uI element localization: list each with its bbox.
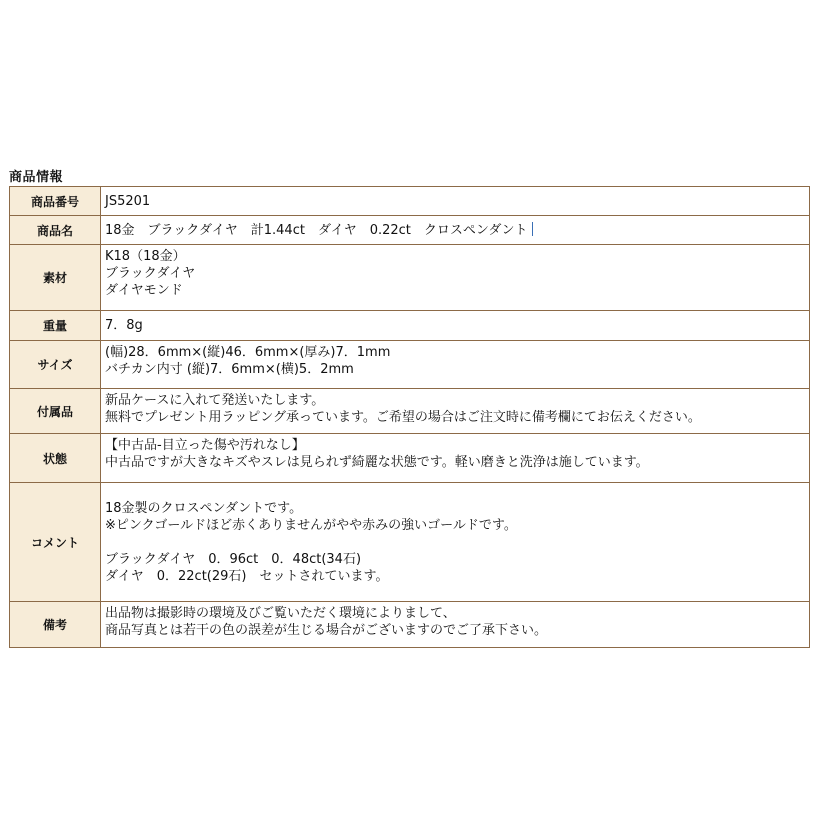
table-row-size [10,341,810,389]
row-value [101,311,810,341]
row-label: コメント [10,483,101,602]
row-label: 素材 [10,245,101,311]
value-line: 中古品ですが大きなキズやスレは見られず綺麗な状態です。軽い磨きと洗浄は施しています。 [105,455,649,470]
row-label: 状態 [10,434,101,483]
row-value [101,602,810,648]
table-row-condition [10,434,810,483]
table-row-material [10,245,810,311]
row-label: 商品名 [10,216,101,245]
table-row-remarks [10,602,810,648]
section-title: 商品情報 [9,170,64,185]
table-row-product-name [10,216,810,245]
value-line: (幅)28．6mm×(縦)46．6mm×(厚み)7．1mm [105,345,391,360]
row-value [101,341,810,389]
row-label: 重量 [10,311,101,341]
row-value [101,245,810,311]
table-row-comment [10,483,810,602]
row-label: 備考 [10,602,101,648]
table-row-product-number [10,187,810,216]
row-label: 付属品 [10,389,101,434]
value-line: 【中古品-目立った傷や汚れなし】 [105,438,305,453]
value-line: ダイヤ 0．22ct(29石) セットされています。 [105,568,389,584]
value-line-blank [105,534,809,551]
value-line: K18（18金） [105,249,186,264]
value-line: 18金製のクロスペンダントです。 [105,500,303,516]
table-row-accessories [10,389,810,434]
value-line: 無料でプレゼント用ラッピング承っています。ご希望の場合はご注文時に備考欄にてお伝えください。 [105,410,701,425]
value-line: 18金 ブラックダイヤ 計1.44ct ダイヤ 0.22ct クロスペンダント [105,222,528,238]
value-line: ダイヤモンド [105,283,183,298]
text-cursor [532,222,533,236]
row-label: 商品番号 [10,187,101,216]
row-value [101,216,810,245]
value-line: ※ピンクゴールドほど赤くありませんがやや赤みの強いゴールドです。 [105,517,517,533]
row-label: サイズ [10,341,101,389]
value-line: 新品ケースに入れて発送いたします。 [105,393,325,408]
value-line: 7．8g [105,318,143,333]
row-value [101,389,810,434]
value-line: JS5201 [105,193,151,209]
row-value [101,434,810,483]
value-line: ブラックダイヤ [105,266,196,281]
row-value [101,187,810,216]
value-line: ブラックダイヤ 0．96ct 0．48ct(34石) [105,551,362,567]
value-line: 商品写真とは若干の色の誤差が生じる場合がございますのでご了承下さい。 [105,623,548,638]
value-line: バチカン内寸 (縦)7．6mm×(横)5．2mm [105,362,354,377]
value-line: 出品物は撮影時の環境及びご覧いただく環境によりまして、 [105,606,456,621]
row-value [101,483,810,602]
table-row-weight [10,311,810,341]
product-info-table [9,186,810,648]
